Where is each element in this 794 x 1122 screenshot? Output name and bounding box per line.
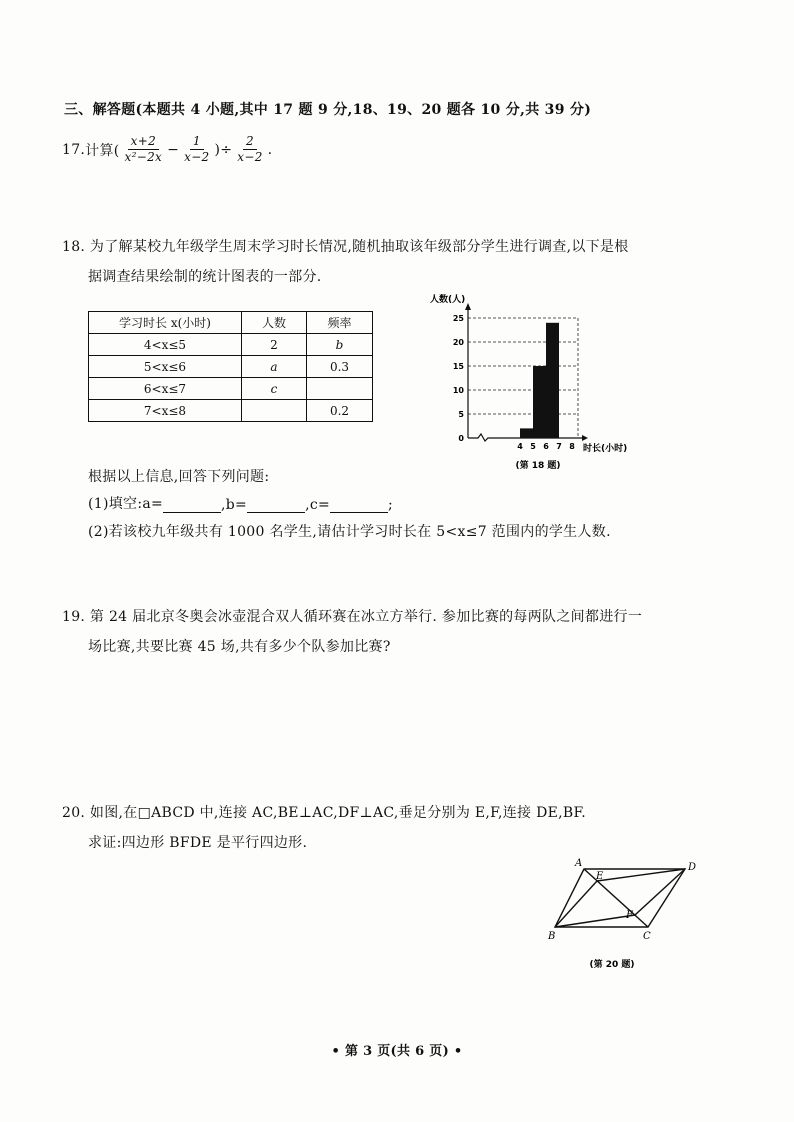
histogram-x-tick-label: 5 (530, 442, 536, 451)
q18-line-2: 据调查结果绘制的统计图表的一部分. (88, 269, 322, 285)
histogram-x-tick-label: 4 (517, 442, 523, 451)
q19-line-2: 场比赛,共要比赛 45 场,共有多少个队参加比赛? (88, 639, 391, 655)
histogram-bar (533, 366, 546, 438)
page-footer: • 第 3 页(共 6 页) • (331, 1044, 463, 1059)
answer-blank-c[interactable] (330, 498, 388, 513)
histogram-bar (546, 323, 559, 438)
q17-number: 17. (62, 141, 86, 158)
histogram-y-axis-label: 人数(人) (430, 295, 466, 305)
q18-prompt: 根据以上信息,回答下列问题: (88, 469, 270, 485)
histogram-x-ticks (517, 442, 575, 451)
q20-parallelogram-figure (540, 855, 710, 975)
q17-frac3-denominator: x−2 (237, 150, 263, 164)
q18-line-1: 18. 为了解某校九年级学生周末学习时长情况,随机抽取该年级部分学生进行调查,以下是根 (62, 239, 629, 255)
table-row (89, 400, 373, 422)
q18-part1-b: ,b= (221, 497, 248, 513)
table-cell: 5<x≤6 (89, 356, 242, 378)
histogram-bars (520, 323, 559, 438)
histogram-gridlines (468, 318, 578, 438)
segment-be (555, 881, 597, 927)
q17-close-divide: )÷ (214, 141, 233, 158)
histogram-x-arrow (582, 435, 588, 441)
table-cell: 2 (242, 334, 307, 356)
label-b: B (548, 931, 556, 942)
table-cell: 7<x≤8 (89, 400, 242, 422)
histogram-bar (520, 428, 533, 438)
q18-part1-c: ,c= (305, 497, 330, 513)
q17-frac1-numerator: x+2 (128, 134, 159, 150)
table-row (89, 356, 373, 378)
histogram-y-tick-label: 25 (452, 314, 464, 323)
segment-de (597, 869, 685, 881)
histogram-y-tick-label: 15 (452, 362, 464, 371)
histogram-y-ticks (453, 314, 465, 443)
q17-fraction-1 (122, 134, 166, 165)
histogram-x-tick-label: 6 (543, 442, 549, 451)
q18-figure-caption: (第 18 题) (515, 461, 561, 471)
table-cell: b (307, 334, 373, 356)
q17-frac1-denominator: x²−2x (124, 150, 163, 164)
q17-fraction-2 (181, 134, 212, 165)
q18-part1-end: ; (388, 497, 394, 513)
table-header-cell: 学习时长 x(小时) (89, 312, 242, 334)
table-row (89, 378, 373, 400)
table-cell: 6<x≤7 (89, 378, 242, 400)
q20-line-1: 20. 如图,在□ABCD 中,连接 AC,BE⊥AC,DF⊥AC,垂足分别为 E,F,连接 DE,BF. (62, 805, 587, 821)
q19-line-1: 19. 第 24 届北京冬奥会冰壶混合双人循环赛在冰立方举行. 参加比赛的每两队之间都进行一 (62, 609, 643, 625)
table-cell: 0.2 (307, 400, 373, 422)
table-row (89, 334, 373, 356)
q18-part-2: (2)若该校九年级共有 1000 名学生,请估计学习时长在 5<x≤7 范围内的学生人数. (88, 524, 611, 540)
q18-part-1 (88, 493, 393, 513)
q20-figure-caption: (第 20 题) (589, 960, 635, 970)
table-cell: 4<x≤5 (89, 334, 242, 356)
segment-bf (555, 915, 635, 927)
q17-minus: − (167, 141, 180, 158)
histogram-x-tick-label: 7 (556, 442, 562, 451)
histogram-y-tick-label: 0 (458, 434, 464, 443)
answer-blank-b[interactable] (247, 498, 305, 513)
label-a: A (575, 858, 583, 869)
q18-histogram (420, 288, 645, 473)
q17-prefix: 计算( (85, 142, 120, 159)
question-17 (62, 134, 272, 165)
histogram-x-tick-label: 8 (569, 442, 575, 451)
histogram-y-arrow (465, 303, 471, 310)
label-e: E (596, 871, 604, 882)
section-header: 三、解答题(本题共 4 小题,其中 17 题 9 分,18、19、20 题各 10 分,共 39 分) (64, 102, 592, 118)
q17-frac2-denominator: x−2 (184, 150, 210, 164)
histogram-y-tick-label: 20 (452, 338, 464, 347)
q17-fraction-3 (234, 134, 265, 165)
q18-part1-prefix: (1)填空:a= (88, 496, 164, 512)
table-header-cell: 人数 (242, 312, 307, 334)
label-f: F (626, 910, 633, 921)
q17-frac3-numerator: 2 (243, 134, 257, 150)
histogram-y-tick-label: 10 (452, 386, 464, 395)
histogram-y-tick-label: 5 (458, 410, 464, 419)
q18-stats-table (88, 311, 373, 422)
answer-blank-a[interactable] (163, 498, 221, 513)
table-cell: 0.3 (307, 356, 373, 378)
q17-frac2-numerator: 1 (190, 134, 204, 150)
label-d: D (688, 862, 697, 873)
table-header-row (89, 312, 373, 334)
table-cell: a (242, 356, 307, 378)
q20-line-2: 求证:四边形 BFDE 是平行四边形. (88, 835, 308, 851)
histogram-axes (465, 303, 588, 441)
histogram-x-axis-label: 时长(小时) (583, 444, 628, 454)
table-cell (307, 378, 373, 400)
table-header-cell: 频率 (307, 312, 373, 334)
label-c: C (643, 931, 651, 942)
table-cell: c (242, 378, 307, 400)
q17-end: . (267, 141, 273, 158)
table-cell (242, 400, 307, 422)
